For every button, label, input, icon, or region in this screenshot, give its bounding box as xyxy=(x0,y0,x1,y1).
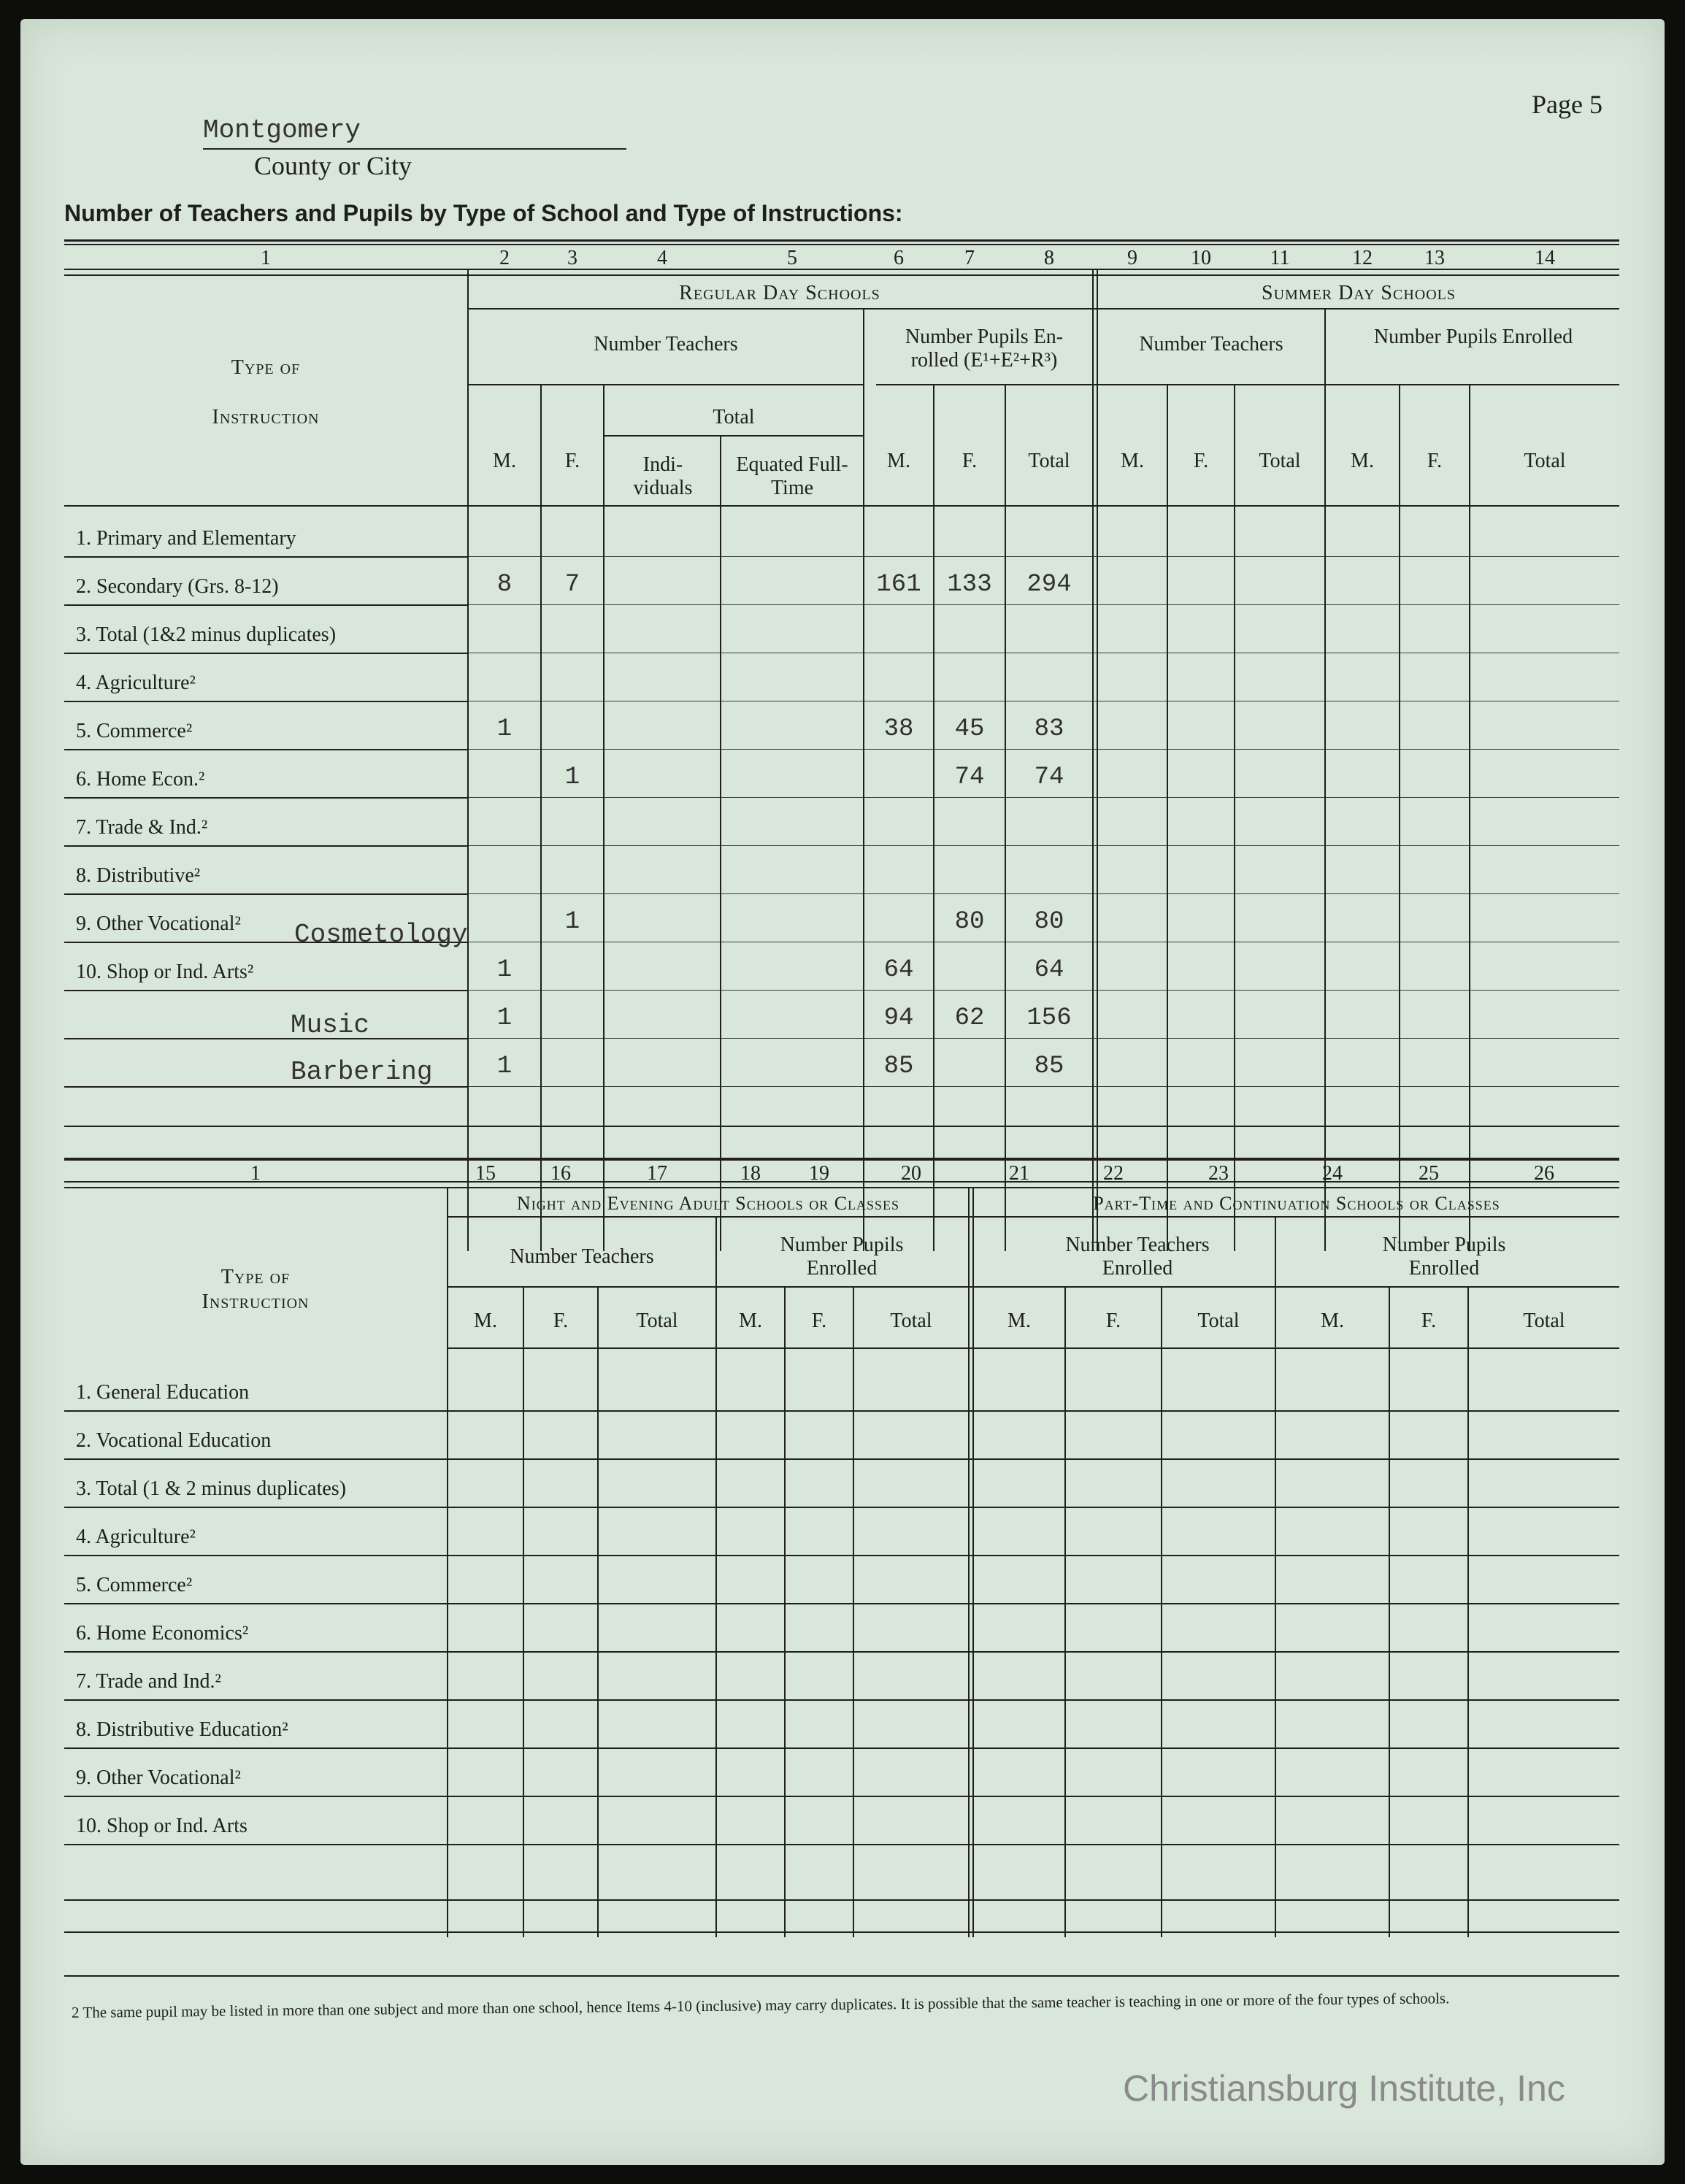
f-header: F. xyxy=(553,1310,569,1332)
summer-teachers-header: Number Teachers xyxy=(1139,333,1283,355)
cell-pt: 85 xyxy=(1034,1053,1064,1080)
row-rule xyxy=(64,1747,1619,1749)
m-header: M. xyxy=(1351,450,1374,472)
col-num: 26 xyxy=(1534,1162,1554,1185)
m-header: M. xyxy=(1321,1310,1344,1332)
cell-pf: 74 xyxy=(954,764,985,791)
row-rule xyxy=(64,604,467,606)
cell-pf: 45 xyxy=(954,715,985,743)
total-header: Total xyxy=(1523,1310,1565,1332)
col-num: 9 xyxy=(1127,247,1137,269)
county-value: Montgomery xyxy=(203,115,361,145)
row-rule xyxy=(64,1844,1619,1845)
total-header: Total xyxy=(1028,450,1070,472)
f-header: F. xyxy=(811,1310,827,1332)
cell-pt: 74 xyxy=(1034,764,1064,791)
f-header: F. xyxy=(962,450,978,472)
individuals-header: Indi-viduals xyxy=(633,453,693,500)
row-label: 7. Trade and Ind.² xyxy=(76,1670,221,1693)
pupils-enrolled-header: Number Pupils En-rolled (E¹+E²+R³) xyxy=(905,326,1064,372)
row-rule xyxy=(64,1603,1619,1604)
instruction-header: Instruction xyxy=(201,1291,310,1313)
cell-pt: 64 xyxy=(1034,956,1064,984)
row-rule xyxy=(64,653,467,654)
row-label: 1. General Education xyxy=(76,1381,250,1404)
cell-pf: 62 xyxy=(954,1004,985,1032)
cell-pm: 85 xyxy=(883,1053,914,1080)
row-rule xyxy=(469,604,1619,605)
row-rule xyxy=(64,1507,1619,1508)
m-header: M. xyxy=(1007,1310,1031,1332)
row-rule xyxy=(64,893,467,895)
county-underline xyxy=(203,148,626,150)
row-label: 5. Commerce² xyxy=(76,720,193,742)
cell-f: 7 xyxy=(564,571,580,599)
col-num: 25 xyxy=(1419,1162,1439,1185)
col-num: 12 xyxy=(1352,247,1373,269)
summer-pupils-header: Number Pupils Enrolled xyxy=(1373,326,1573,348)
col-num: 24 xyxy=(1322,1162,1343,1185)
total-header: Total xyxy=(1197,1310,1240,1332)
row-rule xyxy=(469,556,1619,557)
col-num: 23 xyxy=(1208,1162,1229,1185)
cell-m: 8 xyxy=(496,571,513,599)
col-num: 3 xyxy=(567,247,577,269)
page-number: Page 5 xyxy=(1532,90,1603,119)
col-num: 5 xyxy=(787,247,797,269)
col-num: 8 xyxy=(1044,247,1054,269)
col-num: 17 xyxy=(647,1162,667,1185)
row-label: 2. Secondary (Grs. 8-12) xyxy=(76,575,279,598)
instruction-header: Instruction xyxy=(212,406,320,428)
pupils-enrolled-header: Number Pupils Enrolled xyxy=(780,1234,904,1280)
equated-full-time-header: Equated Full-Time xyxy=(736,453,848,500)
col-num: 14 xyxy=(1535,247,1555,269)
col-num: 21 xyxy=(1009,1162,1029,1185)
row-rule xyxy=(64,1699,1619,1701)
row-rule xyxy=(469,797,1619,798)
f-header: F. xyxy=(1427,450,1443,472)
m-header: M. xyxy=(493,450,516,472)
cell-pm: 38 xyxy=(883,715,914,743)
row-rule xyxy=(64,556,467,558)
row-label: 9. Other Vocational² xyxy=(76,1766,241,1789)
cell-pt: 83 xyxy=(1034,715,1064,743)
cell-pf: 80 xyxy=(954,908,985,936)
summer-day-schools-header: Summer Day Schools xyxy=(1262,282,1456,304)
cell-m: 1 xyxy=(496,1053,513,1080)
f-header: F. xyxy=(1105,1310,1121,1332)
music-note: Music xyxy=(291,1010,370,1040)
m-header: M. xyxy=(887,450,910,472)
row-label: 6. Home Econ.² xyxy=(76,768,205,791)
col-num: 20 xyxy=(901,1162,921,1185)
cell-pt: 156 xyxy=(1026,1004,1072,1032)
row-label: 8. Distributive² xyxy=(76,864,201,887)
row-label: 3. Total (1&2 minus duplicates) xyxy=(76,623,337,646)
row-rule xyxy=(469,1038,1619,1039)
row-label: 1. Primary and Elementary xyxy=(76,527,296,550)
row-rule xyxy=(64,845,467,847)
teachers-enrolled-header: Number Teachers Enrolled xyxy=(1065,1234,1210,1280)
watermark: Christiansburg Institute, Inc xyxy=(1123,2068,1565,2109)
row-rule xyxy=(64,701,467,702)
f-header: F. xyxy=(1421,1310,1437,1332)
total-header: Total xyxy=(890,1310,932,1332)
total-header: Total xyxy=(1259,450,1301,472)
col-num: 1 xyxy=(250,1162,261,1185)
cell-m: 1 xyxy=(496,715,513,743)
col-num: 16 xyxy=(550,1162,571,1185)
number-teachers-header: Number Teachers xyxy=(594,333,738,355)
row-label: 8. Distributive Education² xyxy=(76,1718,288,1741)
pupils-enrolled-header-2: Number Pupils Enrolled xyxy=(1382,1234,1506,1280)
cell-m: 1 xyxy=(496,1004,513,1032)
row-label: 4. Agriculture² xyxy=(76,672,196,694)
cell-m: 1 xyxy=(496,956,513,984)
regular-day-schools-header: Regular Day Schools xyxy=(679,282,880,304)
col-num: 18 xyxy=(740,1162,761,1185)
row-rule xyxy=(469,893,1619,894)
row-rule xyxy=(64,797,467,799)
total-header: Total xyxy=(636,1310,678,1332)
m-header: M. xyxy=(474,1310,497,1332)
cell-f: 1 xyxy=(564,764,580,791)
cell-pt: 294 xyxy=(1026,571,1072,599)
row-rule xyxy=(469,845,1619,846)
cell-pm: 94 xyxy=(883,1004,914,1032)
row-label: 7. Trade & Ind.² xyxy=(76,816,208,839)
row-rule xyxy=(469,749,1619,750)
parttime-header: Part-Time and Continuation Schools or Classes xyxy=(1093,1193,1500,1214)
row-rule xyxy=(64,749,467,750)
row-rule xyxy=(64,1796,1619,1797)
col-num: 7 xyxy=(964,247,975,269)
row-label: 6. Home Economics² xyxy=(76,1622,249,1645)
row-rule xyxy=(64,1651,1619,1653)
page-title: Number of Teachers and Pupils by Type of School and Type of Instructions: xyxy=(64,200,903,226)
col-num: 2 xyxy=(499,247,510,269)
row-label: 10. Shop or Ind. Arts xyxy=(76,1815,247,1837)
row-rule xyxy=(469,1086,1619,1087)
cosmetology-note: Cosmetology xyxy=(294,920,468,950)
row-label: 4. Agriculture² xyxy=(76,1526,196,1548)
footnote: 2 The same pupil may be listed in more than one subject and more than one school, hence Items 4-10 (inclusive) may carry duplicates. It is possible that the same teacher is teaching in one or more of the four types of schools. xyxy=(71,1989,1450,2022)
barbering-note: Barbering xyxy=(291,1057,433,1087)
row-rule xyxy=(64,1899,1619,1901)
cell-f: 1 xyxy=(564,908,580,936)
col-num: 1 xyxy=(261,247,271,269)
col-num: 13 xyxy=(1424,247,1445,269)
row-rule xyxy=(64,990,467,991)
total-header: Total xyxy=(1524,450,1566,472)
f-header: F. xyxy=(564,450,580,472)
county-label: County or City xyxy=(254,151,412,180)
row-rule xyxy=(64,1931,1619,1933)
cell-pm: 161 xyxy=(876,571,921,599)
total-header: Total xyxy=(713,406,755,428)
night-evening-header: Night and Evening Adult Schools or Classes xyxy=(516,1193,900,1214)
col-num: 15 xyxy=(475,1162,496,1185)
col-num: 11 xyxy=(1270,247,1290,269)
cell-pf: 133 xyxy=(947,571,992,599)
number-teachers-header: Number Teachers xyxy=(510,1245,654,1268)
col-num: 19 xyxy=(809,1162,829,1185)
form-page xyxy=(20,19,1665,2165)
row-rule xyxy=(64,1126,1619,1127)
cell-pm: 64 xyxy=(883,956,914,984)
type-of-header: Type of xyxy=(220,1266,291,1288)
row-rule xyxy=(64,1038,467,1039)
row-label: 10. Shop or Ind. Arts² xyxy=(76,961,254,983)
type-of-header: Type of xyxy=(231,356,301,379)
m-header: M. xyxy=(1121,450,1144,472)
row-label: 3. Total (1 & 2 minus duplicates) xyxy=(76,1477,347,1500)
row-label: 2. Vocational Education xyxy=(76,1429,272,1452)
row-rule xyxy=(64,1410,1619,1412)
f-header: F. xyxy=(1193,450,1209,472)
cell-pt: 80 xyxy=(1034,908,1064,936)
col-num: 6 xyxy=(894,247,904,269)
row-rule xyxy=(469,990,1619,991)
col-num: 4 xyxy=(657,247,667,269)
col-num: 10 xyxy=(1191,247,1211,269)
row-label: 9. Other Vocational² xyxy=(76,912,241,935)
col-num: 22 xyxy=(1103,1162,1124,1185)
row-rule xyxy=(64,1458,1619,1460)
m-header: M. xyxy=(739,1310,762,1332)
row-label: 5. Commerce² xyxy=(76,1574,193,1596)
row-rule xyxy=(64,1555,1619,1556)
